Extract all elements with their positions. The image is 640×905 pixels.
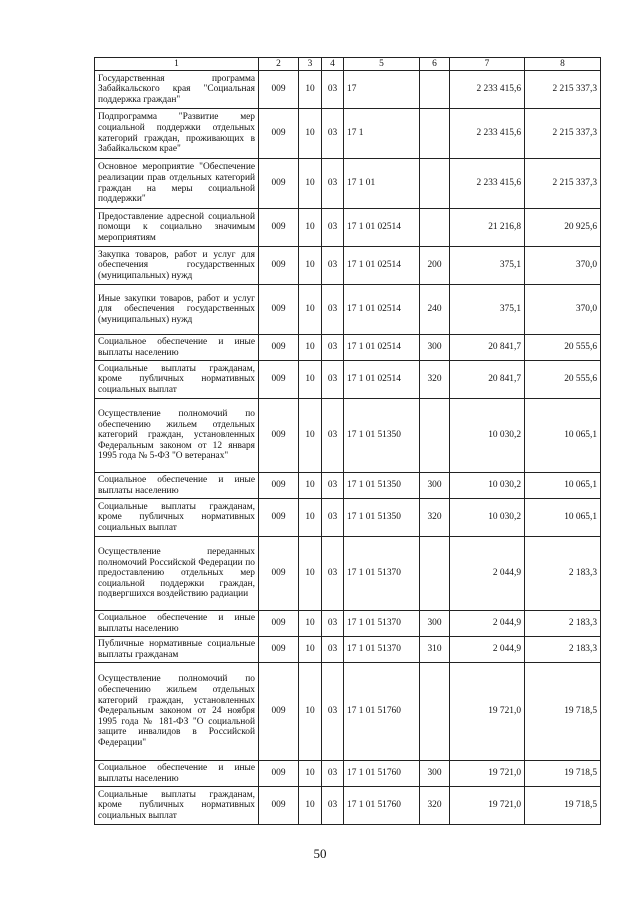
row-section-code: 10 — [299, 71, 322, 109]
column-header-6: 6 — [420, 58, 450, 71]
row-section-code: 10 — [299, 159, 322, 209]
row-expense-type: 300 — [420, 335, 450, 361]
row-amount-year-2: 10 065,1 — [525, 473, 601, 499]
row-expense-type — [420, 159, 450, 209]
row-name: Социальные выплаты гражданам, кроме публичных нормативных социальных выплат — [95, 361, 259, 399]
row-amount-year-2: 370,0 — [525, 285, 601, 335]
table-body — [95, 71, 601, 825]
row-section-code: 10 — [299, 399, 322, 473]
row-target-article: 17 1 01 02514 — [344, 247, 420, 285]
row-amount-year-2: 2 215 337,3 — [525, 109, 601, 159]
row-ministry-code: 009 — [259, 637, 299, 663]
row-amount-year-2: 2 183,3 — [525, 611, 601, 637]
row-amount-year-1: 19 721,0 — [450, 761, 525, 787]
row-amount-year-1: 10 030,2 — [450, 399, 525, 473]
table-header-row — [95, 58, 601, 71]
row-amount-year-1: 2 233 415,6 — [450, 71, 525, 109]
row-expense-type: 240 — [420, 285, 450, 335]
row-subsection-code: 03 — [322, 611, 344, 637]
row-subsection-code: 03 — [322, 209, 344, 247]
row-subsection-code: 03 — [322, 499, 344, 537]
row-name: Государственная программа Забайкальского края "Социальная поддержка граждан" — [95, 71, 259, 109]
table-row — [95, 209, 601, 247]
row-amount-year-2: 370,0 — [525, 247, 601, 285]
row-section-code: 10 — [299, 285, 322, 335]
row-section-code: 10 — [299, 109, 322, 159]
row-amount-year-1: 10 030,2 — [450, 499, 525, 537]
row-ministry-code: 009 — [259, 663, 299, 761]
row-section-code: 10 — [299, 637, 322, 663]
column-header-2: 2 — [259, 58, 299, 71]
row-section-code: 10 — [299, 247, 322, 285]
row-target-article: 17 1 01 02514 — [344, 285, 420, 335]
row-amount-year-1: 20 841,7 — [450, 335, 525, 361]
column-header-3: 3 — [299, 58, 322, 71]
row-subsection-code: 03 — [322, 361, 344, 399]
table-row — [95, 159, 601, 209]
row-target-article: 17 1 01 51760 — [344, 761, 420, 787]
row-target-article: 17 1 01 — [344, 159, 420, 209]
row-amount-year-1: 375,1 — [450, 247, 525, 285]
row-name: Социальное обеспечение и иные выплаты населению — [95, 335, 259, 361]
row-name: Осуществление переданных полномочий Российской Федерации по предоставлению отдельных мер социальной поддержки граждан, подвергшихся воздействию радиации — [95, 537, 259, 611]
row-ministry-code: 009 — [259, 209, 299, 247]
row-amount-year-1: 20 841,7 — [450, 361, 525, 399]
row-expense-type: 200 — [420, 247, 450, 285]
row-name: Осуществление полномочий по обеспечению жильем отдельных категорий граждан, установленных Федеральным законом от 24 ноября 1995 года № 181-ФЗ "О социальной защите инвалидов в Российской Федерации" — [95, 663, 259, 761]
row-amount-year-2: 10 065,1 — [525, 499, 601, 537]
row-subsection-code: 03 — [322, 637, 344, 663]
row-expense-type — [420, 109, 450, 159]
row-target-article: 17 1 01 51760 — [344, 787, 420, 825]
row-amount-year-1: 2 233 415,6 — [450, 159, 525, 209]
row-ministry-code: 009 — [259, 285, 299, 335]
row-amount-year-2: 20 555,6 — [525, 335, 601, 361]
row-expense-type — [420, 399, 450, 473]
row-section-code: 10 — [299, 611, 322, 637]
row-name: Социальное обеспечение и иные выплаты населению — [95, 611, 259, 637]
row-subsection-code: 03 — [322, 285, 344, 335]
row-amount-year-1: 10 030,2 — [450, 473, 525, 499]
row-subsection-code: 03 — [322, 71, 344, 109]
row-ministry-code: 009 — [259, 611, 299, 637]
row-ministry-code: 009 — [259, 109, 299, 159]
row-ministry-code: 009 — [259, 787, 299, 825]
row-ministry-code: 009 — [259, 247, 299, 285]
row-expense-type: 320 — [420, 787, 450, 825]
row-target-article: 17 1 01 51350 — [344, 473, 420, 499]
table-row — [95, 473, 601, 499]
table-row — [95, 335, 601, 361]
row-amount-year-2: 20 555,6 — [525, 361, 601, 399]
row-amount-year-1: 21 216,8 — [450, 209, 525, 247]
row-name: Предоставление адресной социальной помощи к социально значимым мероприятиям — [95, 209, 259, 247]
row-section-code: 10 — [299, 537, 322, 611]
row-expense-type: 300 — [420, 611, 450, 637]
row-name: Социальные выплаты гражданам, кроме публичных нормативных социальных выплат — [95, 499, 259, 537]
row-ministry-code: 009 — [259, 499, 299, 537]
column-header-5: 5 — [344, 58, 420, 71]
row-subsection-code: 03 — [322, 761, 344, 787]
row-ministry-code: 009 — [259, 335, 299, 361]
row-target-article: 17 1 — [344, 109, 420, 159]
column-header-7: 7 — [450, 58, 525, 71]
row-subsection-code: 03 — [322, 537, 344, 611]
row-target-article: 17 — [344, 71, 420, 109]
row-name: Социальное обеспечение и иные выплаты населению — [95, 761, 259, 787]
table-row — [95, 663, 601, 761]
row-amount-year-2: 2 215 337,3 — [525, 159, 601, 209]
row-subsection-code: 03 — [322, 109, 344, 159]
row-section-code: 10 — [299, 787, 322, 825]
row-section-code: 10 — [299, 209, 322, 247]
row-expense-type — [420, 209, 450, 247]
row-subsection-code: 03 — [322, 159, 344, 209]
row-amount-year-1: 2 233 415,6 — [450, 109, 525, 159]
table-row — [95, 537, 601, 611]
row-amount-year-1: 2 044,9 — [450, 611, 525, 637]
budget-table — [94, 57, 601, 825]
column-header-1: 1 — [95, 58, 259, 71]
row-amount-year-2: 2 183,3 — [525, 637, 601, 663]
row-subsection-code: 03 — [322, 335, 344, 361]
row-section-code: 10 — [299, 361, 322, 399]
row-expense-type: 310 — [420, 637, 450, 663]
row-amount-year-2: 19 718,5 — [525, 761, 601, 787]
table-row — [95, 787, 601, 825]
table-row — [95, 247, 601, 285]
row-target-article: 17 1 01 51370 — [344, 537, 420, 611]
row-target-article: 17 1 01 02514 — [344, 361, 420, 399]
table-row — [95, 611, 601, 637]
row-ministry-code: 009 — [259, 399, 299, 473]
row-ministry-code: 009 — [259, 761, 299, 787]
row-name: Социальные выплаты гражданам, кроме публичных нормативных социальных выплат — [95, 787, 259, 825]
row-amount-year-2: 19 718,5 — [525, 663, 601, 761]
row-name: Публичные нормативные социальные выплаты гражданам — [95, 637, 259, 663]
table-row — [95, 399, 601, 473]
table-row — [95, 499, 601, 537]
row-ministry-code: 009 — [259, 361, 299, 399]
row-target-article: 17 1 01 02514 — [344, 335, 420, 361]
row-target-article: 17 1 01 51760 — [344, 663, 420, 761]
row-target-article: 17 1 01 02514 — [344, 209, 420, 247]
row-name: Иные закупки товаров, работ и услуг для обеспечения государственных (муниципальных) нужд — [95, 285, 259, 335]
table-row — [95, 761, 601, 787]
table-row — [95, 285, 601, 335]
row-target-article: 17 1 01 51350 — [344, 499, 420, 537]
table-row — [95, 109, 601, 159]
row-name: Подпрограмма "Развитие мер социальной поддержки отдельных категорий граждан, проживающих в Забайкальском крае" — [95, 109, 259, 159]
row-subsection-code: 03 — [322, 473, 344, 499]
table-row — [95, 361, 601, 399]
page-number: 50 — [313, 846, 327, 861]
row-expense-type — [420, 537, 450, 611]
row-amount-year-1: 2 044,9 — [450, 537, 525, 611]
row-ministry-code: 009 — [259, 473, 299, 499]
table-row — [95, 637, 601, 663]
row-target-article: 17 1 01 51370 — [344, 611, 420, 637]
row-amount-year-2: 2 183,3 — [525, 537, 601, 611]
row-expense-type: 300 — [420, 761, 450, 787]
row-expense-type — [420, 71, 450, 109]
row-expense-type: 300 — [420, 473, 450, 499]
row-name: Основное мероприятие "Обеспечение реализации прав отдельных категорий граждан на меры социальной поддержки" — [95, 159, 259, 209]
row-subsection-code: 03 — [322, 399, 344, 473]
row-expense-type — [420, 663, 450, 761]
row-name: Закупка товаров, работ и услуг для обеспечения государственных (муниципальных) нужд — [95, 247, 259, 285]
row-section-code: 10 — [299, 663, 322, 761]
row-amount-year-1: 19 721,0 — [450, 787, 525, 825]
row-name: Социальное обеспечение и иные выплаты населению — [95, 473, 259, 499]
row-section-code: 10 — [299, 473, 322, 499]
row-section-code: 10 — [299, 335, 322, 361]
row-ministry-code: 009 — [259, 71, 299, 109]
row-amount-year-2: 10 065,1 — [525, 399, 601, 473]
row-ministry-code: 009 — [259, 537, 299, 611]
table-row — [95, 71, 601, 109]
column-header-4: 4 — [322, 58, 344, 71]
row-section-code: 10 — [299, 761, 322, 787]
row-amount-year-1: 19 721,0 — [450, 663, 525, 761]
row-amount-year-2: 20 925,6 — [525, 209, 601, 247]
row-expense-type: 320 — [420, 361, 450, 399]
row-amount-year-1: 375,1 — [450, 285, 525, 335]
row-amount-year-2: 2 215 337,3 — [525, 71, 601, 109]
column-header-8: 8 — [525, 58, 601, 71]
row-subsection-code: 03 — [322, 787, 344, 825]
row-name: Осуществление полномочий по обеспечению жильем отдельных категорий граждан, установленных Федеральным законом от 12 января 1995 года № 5-ФЗ "О ветеранах" — [95, 399, 259, 473]
row-section-code: 10 — [299, 499, 322, 537]
row-subsection-code: 03 — [322, 247, 344, 285]
row-subsection-code: 03 — [322, 663, 344, 761]
row-amount-year-1: 2 044,9 — [450, 637, 525, 663]
row-ministry-code: 009 — [259, 159, 299, 209]
row-amount-year-2: 19 718,5 — [525, 787, 601, 825]
row-target-article: 17 1 01 51350 — [344, 399, 420, 473]
row-expense-type: 320 — [420, 499, 450, 537]
row-target-article: 17 1 01 51370 — [344, 637, 420, 663]
